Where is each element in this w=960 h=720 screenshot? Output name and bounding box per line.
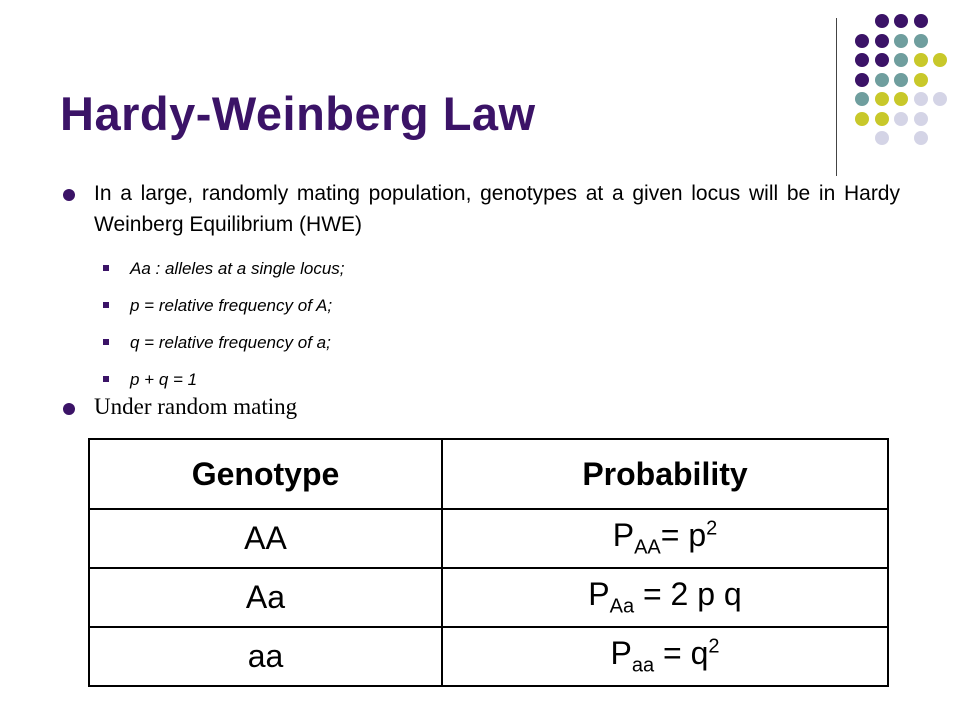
decorative-dot	[894, 73, 908, 87]
sub-bullet: p + q = 1	[60, 361, 900, 398]
sub-bullet: q = relative frequency of a;	[60, 324, 900, 361]
sub-bullet: p = relative frequency of A;	[60, 287, 900, 324]
header-probability: Probability	[442, 439, 888, 509]
decorative-dot	[875, 92, 889, 106]
decorative-dot	[914, 53, 928, 67]
genotype-cell: AA	[89, 509, 442, 568]
prob-superscript: 2	[708, 635, 720, 658]
genotype-cell: aa	[89, 627, 442, 686]
decorative-dot	[875, 73, 889, 87]
decorative-dot	[855, 112, 869, 126]
probability-cell	[442, 627, 888, 686]
bullet-list	[60, 178, 900, 398]
prob-symbol: P	[588, 576, 610, 613]
prob-expression: = q	[654, 635, 709, 672]
bullet-main: In a large, randomly mating population, genotypes at a given locus will be in Hardy Weinberg Equilibrium (HWE)	[60, 178, 900, 240]
table-row	[89, 627, 888, 686]
decorative-dot	[914, 73, 928, 87]
genotype-table	[88, 438, 889, 687]
decorative-dot	[933, 92, 947, 106]
prob-symbol: P	[610, 635, 632, 672]
prob-subscript: AA	[634, 536, 661, 559]
prob-expression: = p	[660, 517, 707, 554]
decorative-dot	[914, 34, 928, 48]
decorative-dot	[875, 53, 889, 67]
decorative-dot	[914, 92, 928, 106]
decorative-dot	[933, 53, 947, 67]
decorative-dot	[875, 34, 889, 48]
decorative-dot	[914, 14, 928, 28]
decorative-dot	[894, 92, 908, 106]
decorative-dot	[875, 112, 889, 126]
decorative-dot	[894, 112, 908, 126]
decorative-dot	[875, 14, 889, 28]
decorative-divider	[836, 18, 837, 176]
table-row	[89, 509, 888, 568]
bullet-second: Under random mating	[60, 394, 297, 420]
prob-subscript: aa	[631, 654, 655, 677]
decorative-dot	[855, 53, 869, 67]
decorative-dot	[914, 131, 928, 145]
decorative-dot	[894, 53, 908, 67]
decorative-dot	[875, 131, 889, 145]
decorative-dot	[855, 92, 869, 106]
prob-superscript: 2	[706, 517, 718, 540]
table-row	[89, 568, 888, 627]
decorative-dot	[914, 112, 928, 126]
header-genotype: Genotype	[89, 439, 442, 509]
prob-subscript: Aa	[609, 595, 635, 618]
decorative-dot	[855, 73, 869, 87]
prob-symbol: P	[612, 517, 635, 554]
decorative-dot	[894, 14, 908, 28]
table-header-row	[89, 439, 888, 509]
genotype-cell: Aa	[89, 568, 442, 627]
prob-expression: = 2 p q	[634, 576, 742, 613]
decorative-dot	[894, 34, 908, 48]
decorative-dot	[855, 34, 869, 48]
slide-title: Hardy-Weinberg Law	[60, 87, 536, 140]
probability-cell	[442, 568, 888, 627]
probability-cell	[442, 509, 888, 568]
sub-bullet: Aa : alleles at a single locus;	[60, 250, 900, 287]
